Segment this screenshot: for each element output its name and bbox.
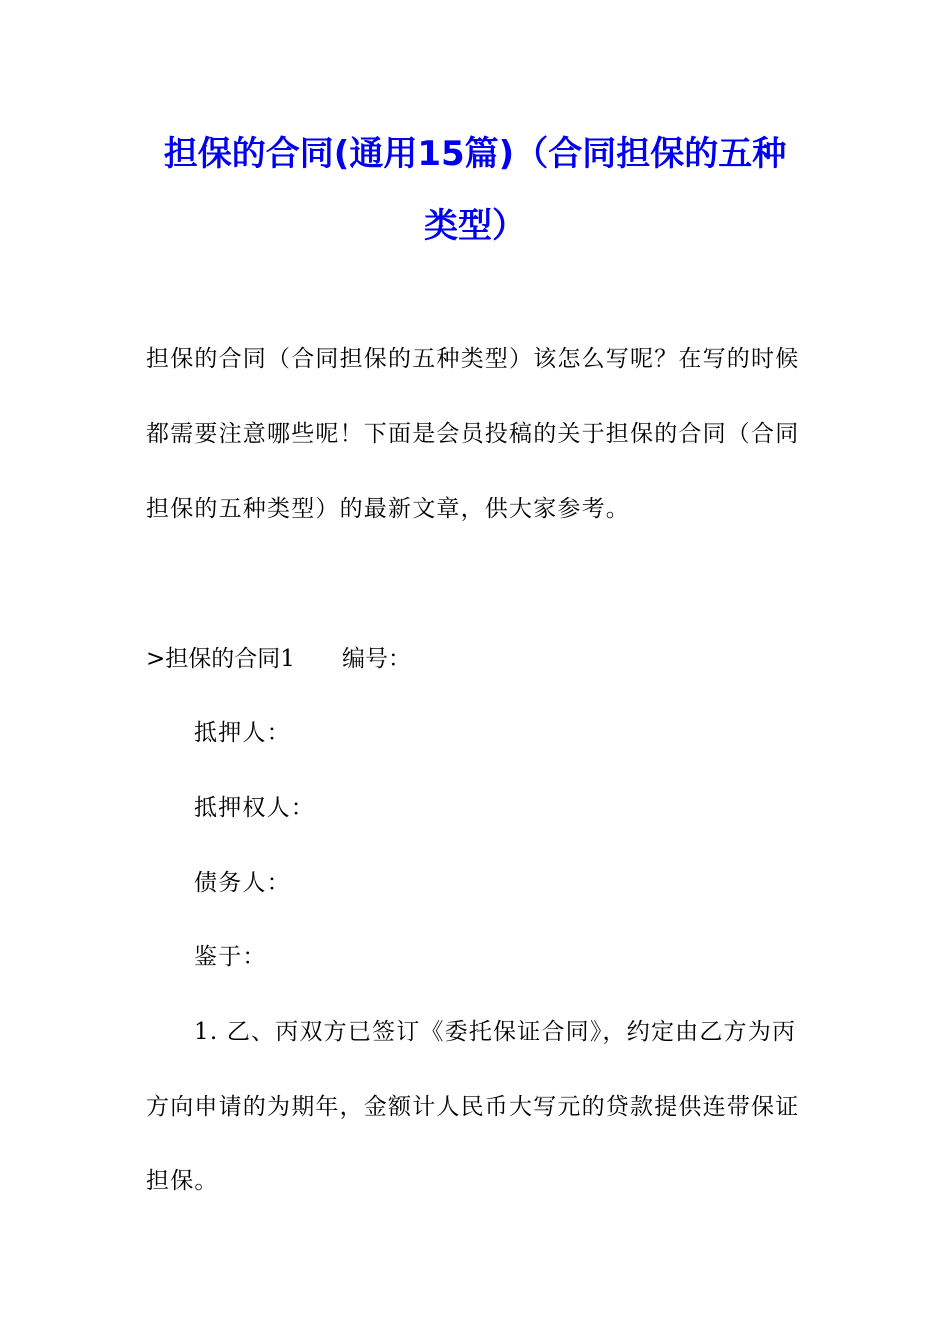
intro-line-3: 担保的五种类型）的最新文章，供大家参考。 (146, 496, 630, 522)
clause-1-line-3: 担保。 (146, 1168, 219, 1194)
clause-1-line-2: 方向申请的为期年，金额计人民币大写元的贷款提供连带保证 (146, 1094, 800, 1120)
debtor-label: 债务人： (194, 870, 291, 896)
section-heading: >担保的合同1 (146, 646, 295, 672)
intro-line-1: 担保的合同（合同担保的五种类型）该怎么写呢？在写的时候 (146, 346, 800, 372)
mortgagor-label: 抵押人： (194, 720, 291, 746)
document-title-line-1: 担保的合同(通用15篇)（合同担保的五种 (163, 134, 787, 174)
contract-number-label: 编号： (342, 646, 411, 672)
clause-1-line-1: 1. 乙、丙双方已签订《委托保证合同》，约定由乙方为丙 (194, 1019, 797, 1045)
intro-line-2: 都需要注意哪些呢！下面是会员投稿的关于担保的合同（合同 (146, 421, 800, 447)
section-heading-row (146, 644, 411, 674)
mortgagee-label: 抵押权人： (194, 795, 315, 821)
document-title-line-2: 类型） (424, 206, 526, 246)
whereas-label: 鉴于： (194, 944, 267, 970)
